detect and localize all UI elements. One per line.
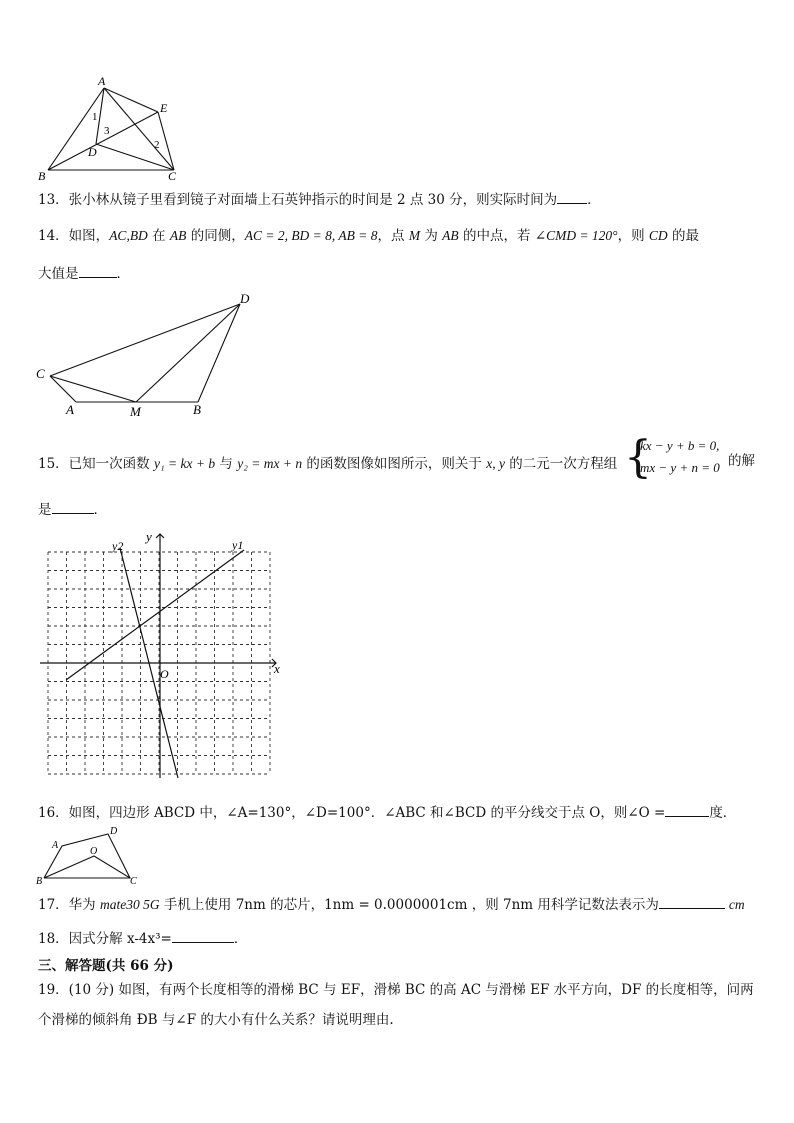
section-heading: 三、解答题(共 66 分) — [38, 958, 174, 974]
answer-blank-13[interactable] — [557, 203, 587, 204]
label-C: C — [36, 366, 45, 381]
question-16: 16．如图，四边形 ABCD 中，∠A=130°，∠D=100°．∠ABC 和∠BCD 的平分线交于点 O，则∠O = 度． — [38, 805, 737, 821]
answer-blank-16[interactable] — [665, 816, 709, 817]
function-graph-q15 — [40, 530, 290, 780]
label-B: B — [36, 876, 43, 887]
quadrilateral-figure-q16 — [34, 822, 144, 888]
axis-label-x: x — [274, 661, 280, 676]
quadrilateral-figure-q14 — [30, 290, 260, 420]
answer-blank-15[interactable] — [52, 513, 94, 514]
question-14-line2: 大值是 ． — [38, 266, 130, 282]
triangle-figure-q12 — [30, 74, 190, 182]
question-14-line1: 14．如图，AC,BD 在 AB 的同侧，AC = 2, BD = 8, AB = 8，点 M 为 AB 的中点，若 ∠CMD = 120°，则 CD 的最 — [38, 228, 699, 244]
brace-icon: { — [624, 432, 652, 483]
question-19-line2: 个滑梯的倾斜角 ÐB 与∠F 的大小有什么关系？请说明理由. — [38, 1012, 394, 1028]
label-B: B — [193, 402, 201, 417]
label-y2: y2 — [112, 539, 124, 553]
label-D: D — [240, 291, 250, 306]
question-15-line1: 15．已知一次函数 y₁ = kx + b 与 y₂ = mx + n 的函数图像如图所示，则关于 x, y 的二元一次方程组 — [38, 456, 618, 472]
axis-label-y: y — [146, 530, 152, 544]
label-1: 1 — [92, 111, 98, 123]
origin-label: O — [160, 667, 169, 681]
label-E: E — [160, 101, 168, 115]
label-C: C — [168, 169, 177, 182]
label-A: A — [52, 840, 59, 851]
label-A: A — [66, 402, 74, 417]
label-M: M — [130, 404, 141, 419]
answer-blank-18[interactable] — [172, 942, 234, 943]
label-2: 2 — [154, 139, 160, 151]
label-3: 3 — [104, 125, 110, 137]
label-D: D — [88, 145, 97, 159]
question-19-line1: 19．(10 分) 如图，有两个长度相等的滑梯 BC 与 EF，滑梯 BC 的高 AC 与滑梯 EF 水平方向，DF 的长度相等，问两 — [38, 982, 754, 998]
label-y1: y1 — [232, 538, 244, 552]
answer-blank-17[interactable] — [659, 908, 725, 909]
label-O: O — [90, 846, 98, 857]
question-15-line2: 是 ． — [38, 502, 107, 518]
question-17: 17．华为 mate30 5G 手机上使用 7nm 的芯片，1nm = 0.0000001cm ，则 7nm 用科学记数法表示为 cm — [38, 897, 745, 913]
label-A: A — [98, 74, 106, 88]
label-C: C — [130, 876, 137, 887]
answer-blank-14[interactable] — [79, 277, 117, 278]
label-D: D — [110, 826, 118, 837]
question-18: 18．因式分解 x-4x³= ． — [38, 931, 248, 947]
label-B: B — [38, 169, 46, 182]
line-y1 — [66, 550, 244, 680]
question-13: 13．张小林从镜子里看到镜子对面墙上石英钟指示的时间是 2 点 30 分，则实际时间为 ． — [38, 192, 601, 208]
